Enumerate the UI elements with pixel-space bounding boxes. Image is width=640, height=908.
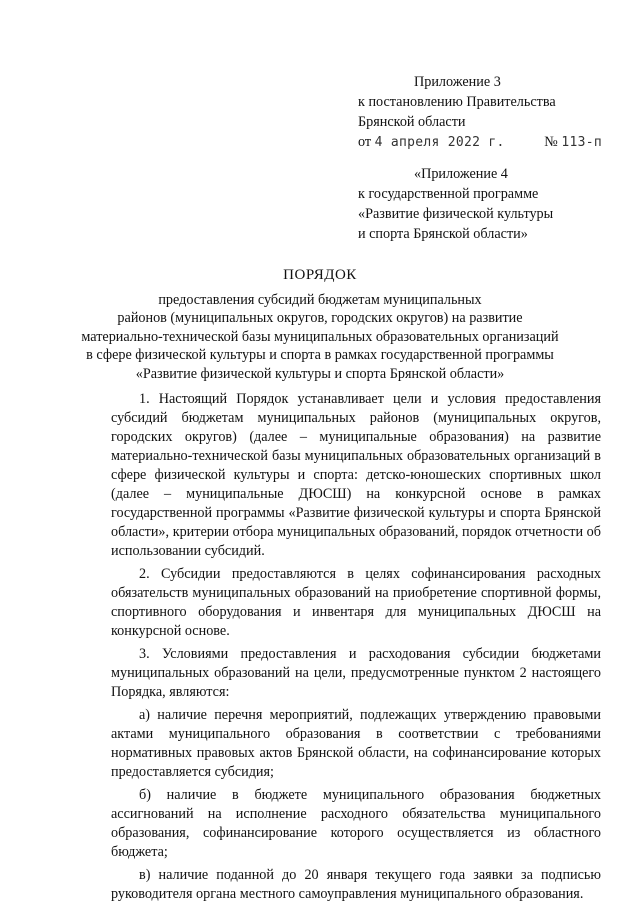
paragraph-3b: б) наличие в бюджете муниципального образования бюджетных ассигнований на исполнение расходного обязательства муниципального образования, софинансирование которого осуществляется из областного бюджета;: [111, 787, 601, 860]
document-title-block: [0, 266, 640, 383]
document-heading: ПОРЯДОК: [283, 267, 357, 283]
appendix-4-line4: и спорта Брянской области»: [358, 226, 528, 242]
title-line-2: районов (муниципальных округов, городских округов) на развитие: [117, 310, 523, 326]
title-line-1: предоставления субсидий бюджетам муниципальных: [158, 291, 482, 308]
title-line-3: материально-технической базы муниципальных образовательных организаций: [81, 328, 559, 345]
handwritten-date: 4 апреля 2022 г.: [374, 135, 505, 150]
paragraph-2: 2. Субсидии предоставляются в целях софинансирования расходных обязательств муниципальных образований на приобретение спортивной формы, спортивного оборудования и инвентаря для муниципальных ДЮСШ на конкурсной основе.: [111, 566, 601, 639]
handwritten-number: 113-п: [561, 135, 602, 150]
appendix-4-header: [358, 164, 553, 244]
appendix-3-line3: Брянской области: [358, 114, 466, 130]
appendix-4-line2: к государственной программе: [358, 186, 539, 202]
paragraph-3a: а) наличие перечня мероприятий, подлежащих утверждению правовыми актами муниципального образования в соответствии с требованиями нормативных правовых актов Брянской области, на софинансирование которых предоставляется субсидия;: [111, 707, 601, 780]
appendix-3-date-row: [358, 132, 602, 153]
title-line-4: в сфере физической культуры и спорта в рамках государственной программы: [86, 347, 554, 363]
date-prefix: от: [358, 134, 372, 150]
appendix-3-line2: к постановлению Правительства: [358, 94, 556, 110]
paragraph-1: 1. Настоящий Порядок устанавливает цели и условия предоставления субсидий бюджетам муниципальных районов (муниципальных округов, городских округов) (далее – муниципальные образования) на развитие материально-технической базы муниципальных образовательных организаций в сфере физической культуры и спорта: детско-юношеских спортивных школ (далее – муниципальные ДЮСШ) на конкурсной основе в рамках государственной программы «Развитие физической культуры и спорта Брянской области», критерии отбора муниципальных образований, порядок отчетности об использовании субсидий.: [111, 391, 601, 559]
appendix-4-line3: «Развитие физической культуры: [358, 206, 554, 222]
paragraph-3c: в) наличие поданной до 20 января текущего года заявки за подписью руководителя органа местного самоуправления муниципального образования.: [111, 867, 601, 902]
appendix-4-title: «Приложение 4: [414, 166, 508, 182]
appendix-3-header: [358, 72, 602, 153]
number-prefix: №: [544, 134, 558, 150]
document-body: [111, 390, 601, 908]
appendix-3-title: Приложение 3: [414, 74, 501, 90]
title-line-5: «Развитие физической культуры и спорта Брянской области»: [135, 365, 505, 382]
paragraph-3: 3. Условиями предоставления и расходования субсидии бюджетами муниципальных образований на цели, предусмотренные пунктом 2 настоящего Порядка, являются:: [111, 646, 601, 700]
